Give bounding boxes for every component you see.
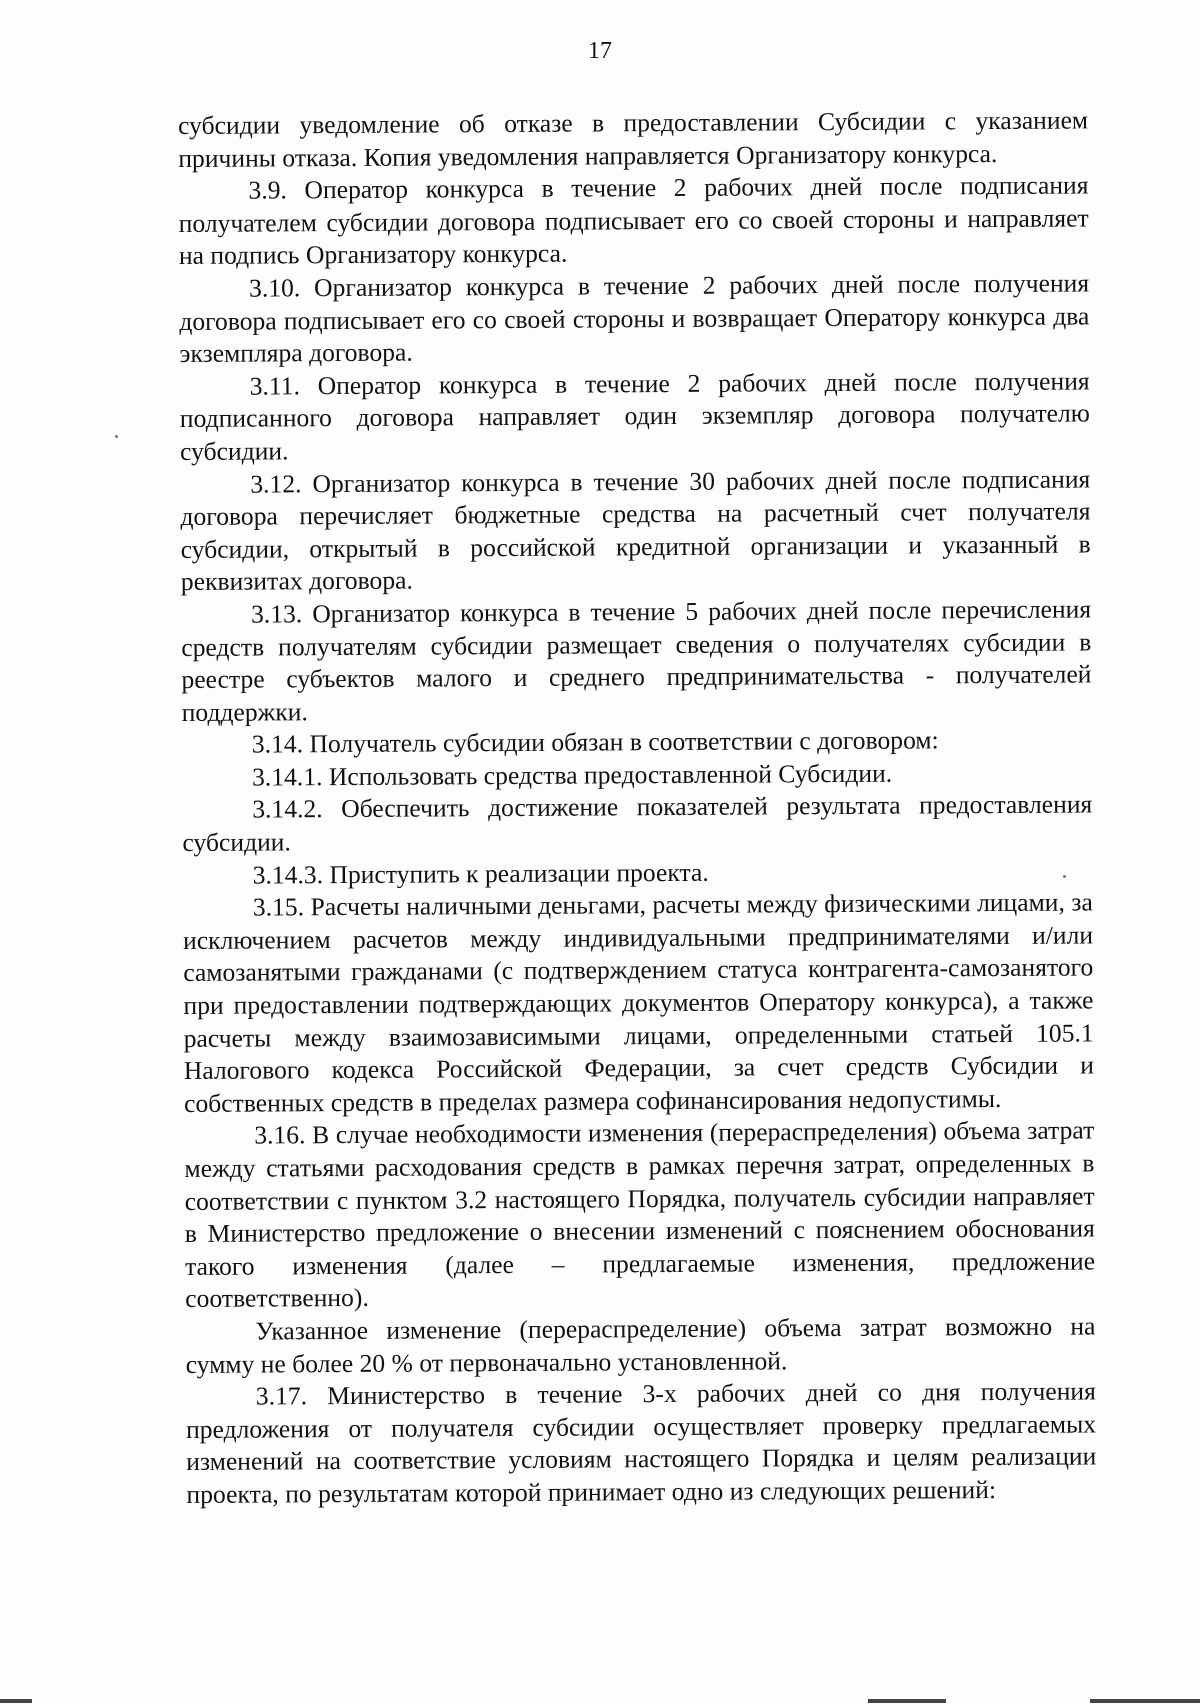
paragraph-3-9: 3.9. Оператор конкурса в течение 2 рабочих дней после подписания получателем субсидии договора подписывает его со своей стороны и направляет на подпись Организатору конкурса. (178, 170, 1089, 271)
paragraph-3-10: 3.10. Организатор конкурса в течение 2 рабочих дней после получения договора подписывает его со своей стороны и возвращает Оператору конкурса два экземпляра договора. (179, 268, 1090, 369)
paragraph-3-14: 3.14. Получатель субсидии обязан в соответствии с договором: (251, 725, 939, 759)
paragraph-3-16-note: Указанное изменение (перераспределение) объема затрат возможно на сумму не более 20 % от первоначально установленной. (185, 1311, 1096, 1379)
paragraph-3-11: 3.11. Оператор конкурса в течение 2 рабочих дней после получения подписанного договора направляет один экземпляр договора получателю субсидии. (179, 366, 1090, 466)
scan-edge-mark (1090, 1699, 1200, 1703)
scan-edge-mark (0, 1699, 32, 1703)
paragraph-3-15: 3.15. Расчеты наличными деньгами, расчеты между физическими лицами, за исключением расчетов между индивидуальными предпринимателями и/или самозанятыми гражданами (с подтверждением статуса контрагента-самозанятого при предоставлении подтверждающих документов Оператору конкурса), а также расчеты между взаимозависимыми лицами, определенными статьей 105.1 Налогового кодекса Российской Федерации, за счет средств Субсидии и собственных средств в пределах размера софинансирования недопустимы. (182, 887, 1094, 1118)
scan-speck (1063, 875, 1066, 878)
paragraph-3-13: 3.13. Организатор конкурса в течение 5 рабочих дней после перечисления средств получателям субсидии размещает сведения о получателях субсидии в реестре субъектов малого и среднего предпринимательства - получателей поддержки. (181, 594, 1092, 727)
scan-speck (115, 435, 118, 438)
scan-edge-mark (868, 1699, 946, 1703)
page-number: 17 (588, 38, 612, 64)
paragraph-3-12: 3.12. Организатор конкурса в течение 30 рабочих дней после подписания договора перечисляет бюджетные средства на расчетный счет получателя субсидии, открытый в российской кредитной организации и указанный в реквизитах договора. (180, 463, 1091, 597)
paragraph-3-14-1: 3.14.1. Использовать средства предоставленной Субсидии. (251, 758, 893, 792)
paragraph-3-14-3: 3.14.3. Приступить к реализации проекта. (252, 857, 709, 890)
paragraph-3-16: 3.16. В случае необходимости изменения (перераспределения) объема затрат между статьями расходования средств в рамках перечня затрат, определенных в соответствии с пунктом 3.2 настоящего Порядка, получатель субсидии направляет в Министерство предложение о внесении изменений с пояснением обоснования такого изменения (далее – предлагаемые изменения, предложение соответственно). (184, 1115, 1096, 1314)
paragraph-3-14-2: 3.14.2. Обеспечить достижение показателей результата предоставления субсидии. (182, 789, 1093, 858)
document-body (178, 104, 1097, 1511)
paragraph-3-17: 3.17. Министерство в течение 3-х рабочих дней со дня получения предложения от получателя субсидии осуществляет проверку предлагаемых изменений на соответствие условиям настоящего Порядка и целям реализации проекта, по результатам которой принимает одно из следующих решений: (185, 1376, 1097, 1509)
paragraph-cont: субсидии уведомление об отказе в предоставлении Субсидии с указанием причины отказа. Копия уведомления направляется Организатору конкурса. (178, 105, 1089, 173)
